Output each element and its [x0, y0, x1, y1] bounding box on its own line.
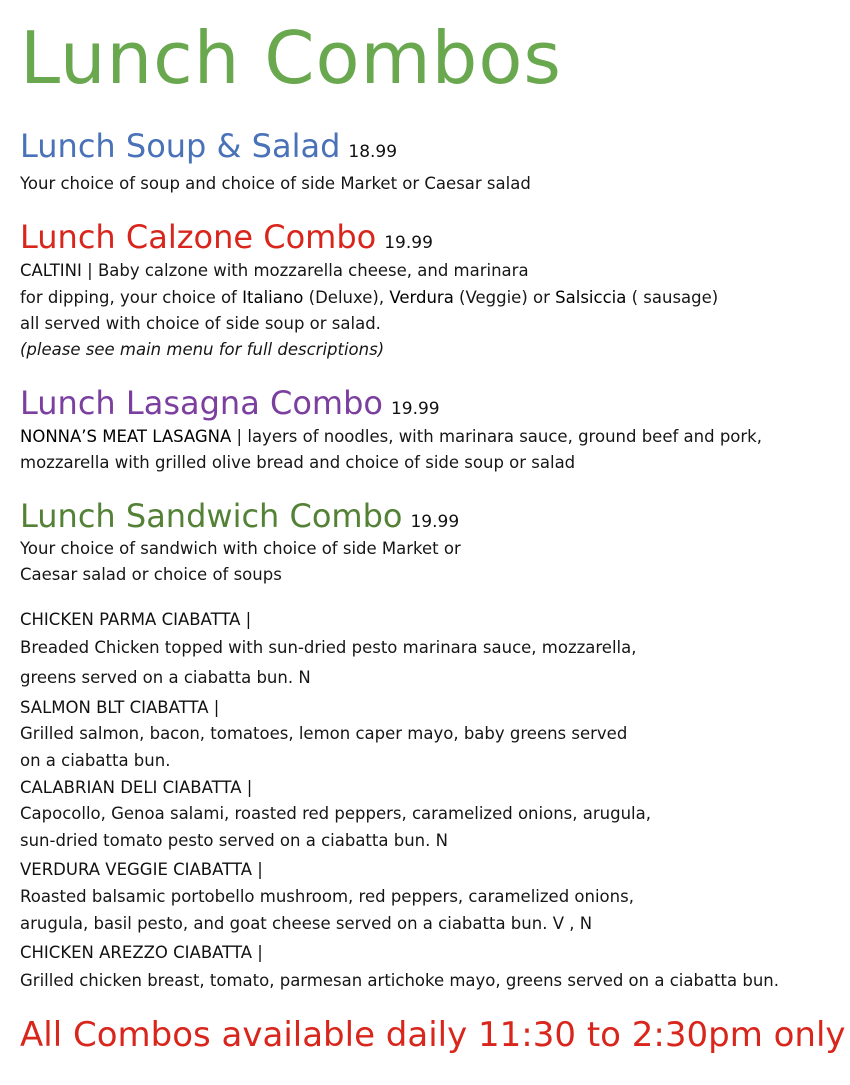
calzone-option-italiano: Italiano	[242, 288, 304, 307]
calzone-line-2-a: for dipping, your choice of	[20, 288, 243, 307]
sandwich-item-desc: on a ciabatta bun.	[20, 751, 171, 770]
calzone-price: 19.99	[384, 233, 433, 253]
sandwich-item-name: SALMON BLT CIABATTA |	[20, 698, 220, 717]
soup-salad-desc: Your choice of soup and choice of side Market or Caesar salad	[20, 174, 531, 193]
calzone-item-name: CALTINI	[20, 261, 82, 280]
sandwich-item-desc: sun-dried tomato pesto served on a ciabatta bun. N	[20, 831, 448, 850]
sandwich-item-name: VERDURA VEGGIE CIABATTA |	[20, 860, 263, 879]
availability-note: All Combos available daily 11:30 to 2:30pm only	[20, 1015, 846, 1055]
lasagna-heading	[20, 384, 440, 422]
sandwich-item-desc: Breaded Chicken topped with sun-dried pesto marinara sauce, mozzarella,	[20, 638, 637, 657]
calzone-line-2	[20, 290, 718, 307]
sandwich-item-desc: greens served on a ciabatta bun. N	[20, 668, 311, 687]
calzone-option-verdura: Verdura	[389, 288, 454, 307]
lasagna-line-1-rest: | layers of noodles, with marinara sauce, ground beef and pork,	[231, 427, 762, 446]
page-title: Lunch Combos	[20, 16, 562, 100]
sandwich-line-1: Your choice of sandwich with choice of side Market or	[20, 539, 461, 558]
lasagna-name: Lunch Lasagna Combo	[20, 384, 383, 422]
lasagna-price: 19.99	[390, 399, 440, 419]
calzone-line-1-rest: | Baby calzone with mozzarella cheese, and marinara	[81, 261, 529, 280]
calzone-line-1	[20, 263, 529, 280]
calzone-name: Lunch Calzone Combo	[20, 218, 377, 256]
sandwich-price: 19.99	[410, 512, 460, 532]
soup-salad-price: 18.99	[348, 142, 398, 162]
sandwich-item-desc: Grilled salmon, bacon, tomatoes, lemon caper mayo, baby greens served	[20, 724, 628, 743]
calzone-line-2-g: ( sausage)	[626, 288, 719, 307]
calzone-line-2-c: (Deluxe),	[303, 288, 390, 307]
calzone-line-3: all served with choice of side soup or salad.	[20, 314, 381, 333]
sandwich-item-name: CHICKEN AREZZO CIABATTA |	[20, 943, 263, 962]
soup-salad-heading	[20, 127, 398, 165]
sandwich-item-desc: arugula, basil pesto, and goat cheese served on a ciabatta bun. V , N	[20, 914, 593, 933]
calzone-option-salsiccia: Salsiccia	[555, 288, 627, 307]
calzone-line-2-e: (Veggie) or	[453, 288, 556, 307]
soup-salad-name: Lunch Soup & Salad	[20, 127, 341, 165]
sandwich-item-name: CALABRIAN DELI CIABATTA |	[20, 778, 253, 797]
sandwich-item-desc: Grilled chicken breast, tomato, parmesan artichoke mayo, greens served on a ciabatta bun.	[20, 971, 779, 990]
sandwich-item-desc: Capocollo, Genoa salami, roasted red peppers, caramelized onions, arugula,	[20, 804, 651, 823]
sandwich-item-desc: Roasted balsamic portobello mushroom, red peppers, caramelized onions,	[20, 887, 634, 906]
sandwich-item-name: CHICKEN PARMA CIABATTA |	[20, 610, 252, 629]
lasagna-item-name: NONNA’S MEAT LASAGNA	[20, 427, 232, 446]
calzone-note: (please see main menu for full descriptions)	[20, 340, 385, 359]
lasagna-line-1	[20, 429, 762, 446]
sandwich-line-2: Caesar salad or choice of soups	[20, 565, 282, 584]
sandwich-name: Lunch Sandwich Combo	[20, 497, 403, 535]
sandwich-heading	[20, 497, 460, 535]
lasagna-line-2: mozzarella with grilled olive bread and choice of side soup or salad	[20, 453, 576, 472]
calzone-heading	[20, 218, 433, 256]
